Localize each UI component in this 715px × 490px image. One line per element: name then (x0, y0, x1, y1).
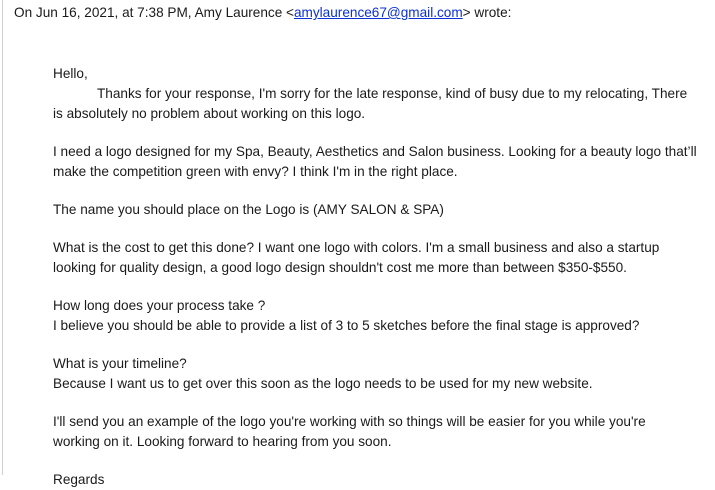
paragraph-6-line-1: What is your timeline? (53, 356, 187, 371)
paragraph-6 (53, 354, 708, 394)
paragraph-7 (53, 412, 708, 452)
paragraph-6-line-2: Because I want us to get over this soon as the logo needs to be used for my new website. (53, 376, 593, 391)
paragraph-2 (53, 142, 708, 182)
paragraph-2-line-2: make the competition green with envy? I think I'm in the right place. (53, 164, 458, 179)
greeting: Hello, (53, 66, 88, 81)
paragraph-2-line-1: I need a logo designed for my Spa, Beauty, Aesthetics and Salon business. Looking for a beauty logo that’ll (53, 144, 697, 159)
quoted-message (53, 64, 708, 490)
paragraph-4-line-2: looking for quality design, a good logo design shouldn't cost me more than between $350-$550. (53, 260, 627, 275)
header-prefix: On Jun 16, 2021, at 7:38 PM, Amy Laurence < (14, 5, 294, 20)
paragraph-4 (53, 238, 708, 278)
paragraph-1 (53, 84, 708, 124)
reply-header (14, 3, 511, 23)
sender-email-link[interactable]: amylaurence67@gmail.com (293, 5, 463, 20)
paragraph-1-line-2: is absolutely no problem about working on this logo. (53, 106, 366, 121)
paragraph-7-line-2: working on it. Looking forward to hearing from you soon. (53, 434, 392, 449)
paragraph-4-line-1: What is the cost to get this done? I want one logo with colors. I'm a small business and also a startup (53, 240, 660, 255)
paragraph-3 (53, 200, 708, 220)
header-suffix: > wrote: (462, 5, 512, 20)
paragraph-1-line-1: Thanks for your response, I'm sorry for the late response, kind of busy due to my relocating, There (97, 86, 688, 101)
paragraph-5 (53, 296, 708, 336)
closing: Regards (53, 472, 105, 487)
quote-rule (2, 0, 3, 475)
paragraph-3-line-1: The name you should place on the Logo is (AMY SALON & SPA) (53, 202, 444, 217)
paragraph-7-line-1: I'll send you an example of the logo you're working with so things will be easier for you while you're (53, 414, 646, 429)
paragraph-5-line-2: I believe you should be able to provide a list of 3 to 5 sketches before the final stage is approved? (53, 318, 640, 333)
paragraph-5-line-1: How long does your process take ? (53, 298, 266, 313)
